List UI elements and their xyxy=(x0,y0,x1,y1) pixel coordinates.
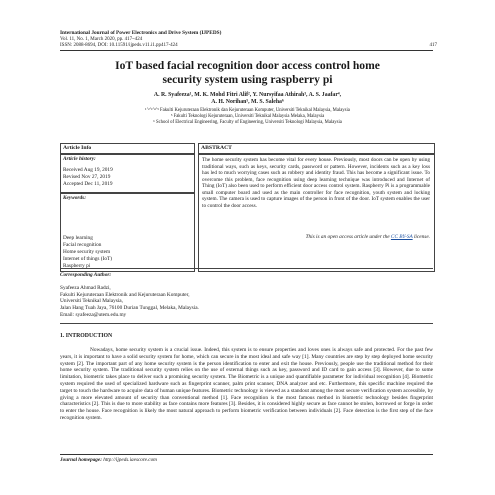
abstract-box xyxy=(198,154,435,272)
received-date: Received Aug 19, 2019 xyxy=(63,167,113,173)
affiliation-1: ¹ʼ²ʼ³ʼ⁴ʼ⁵ Fakulti Kejuruteraan Elektronik dan Kejuruteraan Komputer, Universiti Teknikal Malaysia, Malaysia xyxy=(145,108,350,113)
affiliations xyxy=(80,108,415,127)
keyword-item: Deep learning xyxy=(63,235,93,241)
accepted-date: Accepted Dec 11, 2019 xyxy=(63,181,113,187)
keyword-item: Internet of things (IoT) xyxy=(63,256,112,262)
keyword-item: Raspberry pi xyxy=(63,263,91,269)
article-history-box xyxy=(60,154,195,193)
article-history-label: Article history: xyxy=(63,156,96,162)
license-note xyxy=(306,234,430,241)
affiliation-3: ⁶ School of Electrical Engineering, Faculty of Engineering, Universiti Teknologi Malaysia, Malaysia xyxy=(153,120,342,126)
authors-line-1: A. R. Syafeeza¹, M. K. Mohd Fitri Alif², Y. Nursyifaa Athirah³, A. S. Jaafar⁴, xyxy=(153,92,342,98)
keywords-label: Keywords: xyxy=(63,195,86,201)
authors-line-2: A. H. Norihan⁵, M. S. Saleha⁶ xyxy=(211,99,284,106)
homepage-url[interactable]: http://ijpeds.iaescore.com xyxy=(103,457,157,463)
abstract-header-box xyxy=(198,143,435,154)
corresponding-line: Email: syafeeza@utem.edu.my xyxy=(60,311,127,318)
corresponding-line: Jalan Hang Tuah Jaya, 76100 Durian Tunggal, Melaka, Malaysia. xyxy=(60,305,199,312)
abstract-header: ABSTRACT xyxy=(201,145,232,151)
header-rule xyxy=(60,50,433,51)
author-list xyxy=(80,92,415,107)
corresponding-details xyxy=(60,285,360,319)
page-number: 417 xyxy=(429,43,437,48)
corresponding-rule-bottom xyxy=(60,323,433,324)
corresponding-line: Fakulti Kejuruteraan Elektronik and Kejuruteraan Komputer, xyxy=(60,291,190,298)
corresponding-rule-top xyxy=(60,268,433,269)
keyword-item: Home security system xyxy=(63,249,111,255)
article-info-header-box xyxy=(60,143,195,154)
license-link[interactable]: CC BY-SA xyxy=(390,234,413,240)
corresponding-line: Syafeeza Ahmad Radzi, xyxy=(60,285,111,291)
revised-date: Revised Nov 27, 2019 xyxy=(63,174,111,180)
section-heading-introduction: 1. INTRODUCTION xyxy=(60,333,113,339)
footer-rule xyxy=(60,454,433,455)
abstract-text: The home security system has become vital for every house. Previously, most doors can be open by using traditional ways, such as keys, security cards, password or pattern. However, incidents such as a key loss has led to much worrying cases such as robbery and identity fraud. This has become a significant issue. To overcome this problem, face recognition using deep learning technique was introduced and Internet of Thing (IoT) also been used to perform efficient door access control system. Raspberry Pi is a programmable small computer board and used as the main controller for face recognition, youth system and locking system. The camera is used to capture images of the person in front of the door. IoT system enables the user to control the door access. xyxy=(202,157,430,209)
journal-homepage xyxy=(60,457,260,463)
journal-title: International Journal of Power Electronics and Drive System (IJPEDS) xyxy=(60,30,222,36)
journal-issn: ISSN: 2088-8694, DOI: 10.11591/ijpeds.v11.i1.pp417-424 xyxy=(60,43,178,48)
corresponding-line: Universiti Teknikal Malaysia, xyxy=(60,298,123,305)
corresponding-label: Corresponding Author: xyxy=(60,272,112,278)
article-info-header: Article Info xyxy=(63,145,92,151)
homepage-label: Journal homepage: xyxy=(60,457,102,463)
keywords-box xyxy=(60,193,195,272)
introduction-text: Nowadays, home security system is a crucial issue. Indeed, this system is to ensure properties and loves ones is always safe and protected. For the past few years, it is important to have a solid security system for home, which can secure in the most ideal and safe way [1]. Many countries are step by step deployed home security system [2]. The important part of any home security system is the person identification to enter and exit the house. Previously, people use the traditional method for their home security system. The traditional security system relies on the use of external things such as key, password and ID card to gain access [3]. However, due to some limitation, biometric takes place to deliver such a promising security system. The Biometric is a unique and quantifiable parameter for individual recognition [4]. Biometric system required the used of specialized hardware such as fingerprint scanner, palm print scanner, DNA analyzer and etc. Furthermore, this specific machine required the target to touch the hardware to acquire data of human unique features. Biometric technology is viewed as a standout among the most secure verification system accessible, by giving a more elevated amount of security than conventional method [1]. Face recognition is the most famous method in biometric technology besides fingerprint characteristics [2]. This is due to more stability as face contains more features [3]. Besides, it is considered highly secure as face cannot be stolen, borrowed or forge in order to enter the house. Face recognition is likely the most natural approach to perform biometric verification between individuals [2]. Face detection is the first step of the face recognition system. xyxy=(60,347,433,421)
keyword-item: Facial recognition xyxy=(63,242,102,248)
paper-title: IoT based facial recognition door access control home security system using raspberry pi xyxy=(115,59,380,86)
license-suffix: license. xyxy=(412,234,430,240)
journal-volume: Vol. 11, No. 1, March 2020, pp. 417~424 xyxy=(60,37,143,42)
license-prefix: This is an open access article under the xyxy=(305,234,391,240)
affiliation-2: ⁵ Fakulti Teknologi Kejuruteraan, Universiti Teknikal Malaysia Melaka, Malaysia xyxy=(170,114,325,120)
